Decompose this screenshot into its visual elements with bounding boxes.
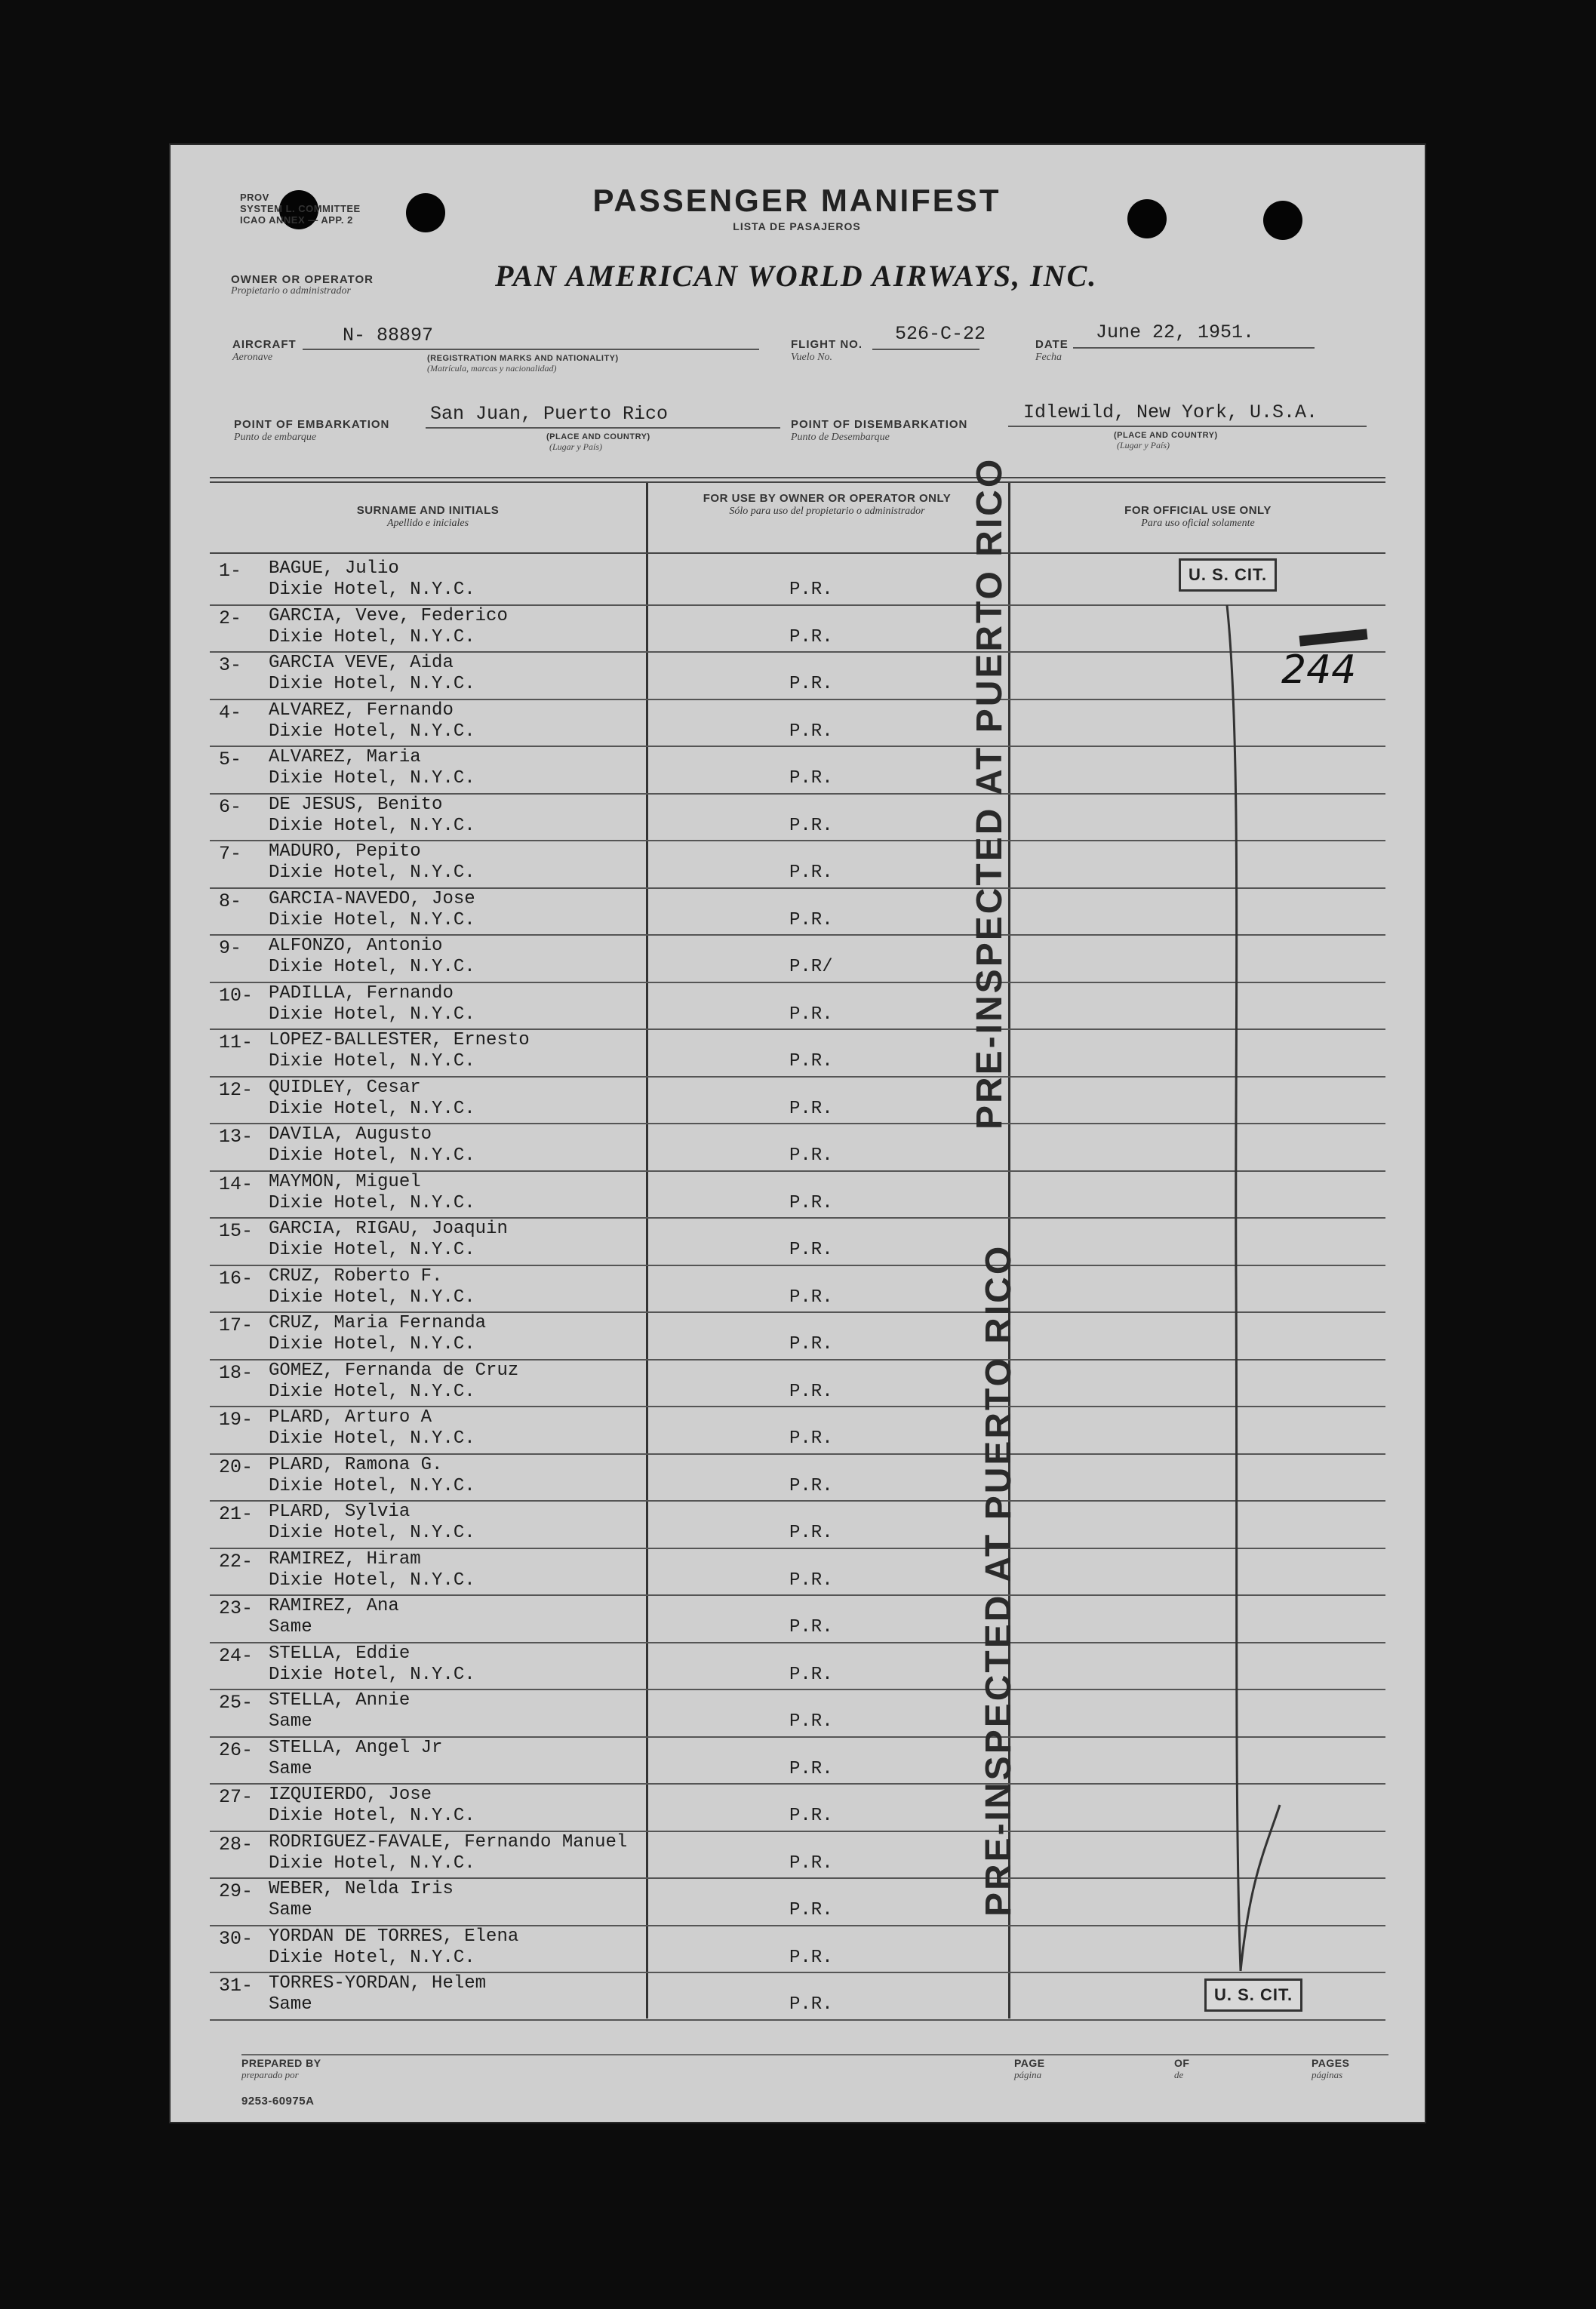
passenger-name: WEBER, Nelda Iris <box>269 1879 454 1899</box>
passenger-row <box>210 1123 1385 1172</box>
passenger-name: STELLA, Angel Jr <box>269 1737 443 1758</box>
aircraft-label-es: Aeronave <box>232 352 273 363</box>
passenger-row <box>210 1453 1385 1502</box>
operator-code: P.R. <box>789 862 833 883</box>
punch-hole <box>1127 199 1167 238</box>
passenger-number: 5- <box>219 749 242 770</box>
operator-code: P.R. <box>789 815 833 836</box>
operator-code: P.R. <box>789 1852 833 1874</box>
passenger-number: 11- <box>219 1032 254 1053</box>
operator-code: P.R/ <box>789 957 833 977</box>
passenger-address: Same <box>269 1617 312 1637</box>
passenger-address: Dixie Hotel, N.Y.C. <box>269 721 475 742</box>
passenger-address: Dixie Hotel, N.Y.C. <box>269 1192 475 1213</box>
passenger-address: Same <box>269 1900 312 1920</box>
passenger-number: 20- <box>219 1456 254 1478</box>
passenger-address: Dixie Hotel, N.Y.C. <box>269 815 475 836</box>
operator-code: P.R. <box>789 674 833 694</box>
passenger-address: Dixie Hotel, N.Y.C. <box>269 1287 475 1308</box>
punch-hole <box>1263 201 1302 240</box>
flight-underline <box>872 349 979 350</box>
passenger-address: Same <box>269 1758 312 1779</box>
passenger-number: 31- <box>219 1975 254 1997</box>
passenger-row <box>210 746 1385 795</box>
passenger-name: PLARD, Sylvia <box>269 1502 411 1522</box>
passenger-row <box>210 1217 1385 1266</box>
passenger-row <box>210 1925 1385 1974</box>
operator-code: P.R. <box>789 580 833 600</box>
disembark-label: POINT OF DISEMBARKATION <box>791 418 968 431</box>
column-header-names: SURNAME AND INITIALS Apellido e iniciales <box>356 504 500 529</box>
passenger-number: 6- <box>219 795 242 818</box>
embark-label-es: Punto de embarque <box>234 432 317 443</box>
embark-label: POINT OF EMBARKATION <box>234 418 390 431</box>
passenger-address: Dixie Hotel, N.Y.C. <box>269 1381 475 1402</box>
passenger-name: PLARD, Ramona G. <box>269 1454 443 1475</box>
operator-code: P.R. <box>789 1428 833 1449</box>
operator-code: P.R. <box>789 721 833 742</box>
embark-place-note-es: (Lugar y País) <box>549 441 602 452</box>
passenger-address: Dixie Hotel, N.Y.C. <box>269 674 475 694</box>
of-label: OF <box>1174 2057 1190 2069</box>
passenger-name: IZQUIERDO, Jose <box>269 1785 432 1805</box>
passenger-name: GARCIA, Veve, Federico <box>269 605 508 626</box>
pages-label: PAGES <box>1312 2057 1350 2069</box>
disembark-place-note: (PLACE AND COUNTRY) <box>1114 431 1218 440</box>
company-name: PAN AMERICAN WORLD AIRWAYS, INC. <box>495 259 1098 293</box>
passenger-row <box>210 1500 1385 1549</box>
operator-code: P.R. <box>789 1758 833 1779</box>
handwritten-count: 244 <box>1281 647 1357 693</box>
passenger-row <box>210 1689 1385 1738</box>
operator-code: P.R. <box>789 1192 833 1213</box>
operator-code: P.R. <box>789 1806 833 1826</box>
form-number: 9253-60975A <box>241 2095 315 2108</box>
passenger-name: PLARD, Arturo A <box>269 1407 432 1428</box>
page-label-es: página <box>1014 2069 1042 2080</box>
passenger-number: 10- <box>219 984 254 1007</box>
aircraft-label: AIRCRAFT <box>232 338 297 351</box>
passenger-row <box>210 1877 1385 1926</box>
passenger-row <box>210 1594 1385 1643</box>
date-underline <box>1073 347 1315 349</box>
passenger-row <box>210 1548 1385 1597</box>
passenger-number: 26- <box>219 1739 254 1761</box>
passenger-number: 14- <box>219 1173 254 1195</box>
operator-code: P.R. <box>789 1570 833 1591</box>
passenger-name: RODRIGUEZ-FAVALE, Fernando Manuel <box>269 1831 628 1852</box>
passenger-number: 22- <box>219 1550 254 1573</box>
manifest-sheet <box>171 145 1425 2122</box>
passenger-row <box>210 1265 1385 1314</box>
operator-code: P.R. <box>789 1098 833 1119</box>
prepared-by-label: PREPARED BY <box>241 2057 321 2069</box>
passenger-address: Dixie Hotel, N.Y.C. <box>269 1570 475 1591</box>
passenger-name: PADILLA, Fernando <box>269 982 454 1004</box>
aircraft-value: N- 88897 <box>343 324 434 346</box>
date-label-es: Fecha <box>1035 352 1062 363</box>
passenger-number: 7- <box>219 843 242 865</box>
passenger-number: 24- <box>219 1644 254 1667</box>
passenger-row <box>210 651 1385 700</box>
passenger-name: ALVAREZ, Fernando <box>269 699 454 721</box>
passenger-name: RAMIREZ, Ana <box>269 1596 399 1616</box>
passenger-address: Dixie Hotel, N.Y.C. <box>269 1852 475 1874</box>
footer-underline <box>241 2054 1388 2055</box>
passenger-row <box>210 1311 1385 1360</box>
registration-note: (REGISTRATION MARKS AND NATIONALITY) <box>427 354 619 363</box>
of-label-es: de <box>1174 2069 1184 2080</box>
passenger-number: 1- <box>219 560 242 582</box>
passenger-name: MAYMON, Miguel <box>269 1171 421 1192</box>
passenger-name: CRUZ, Maria Fernanda <box>269 1313 487 1333</box>
owner-label: OWNER OR OPERATOR <box>231 273 374 286</box>
passenger-name: GOMEZ, Fernanda de Cruz <box>269 1360 519 1381</box>
pages-label-es: páginas <box>1312 2069 1343 2080</box>
page-label: PAGE <box>1014 2057 1045 2069</box>
passenger-address: Dixie Hotel, N.Y.C. <box>269 768 475 789</box>
passenger-number: 13- <box>219 1126 254 1148</box>
passenger-address: Dixie Hotel, N.Y.C. <box>269 862 475 883</box>
passenger-number: 17- <box>219 1314 254 1336</box>
operator-code: P.R. <box>789 1900 833 1920</box>
passenger-address: Dixie Hotel, N.Y.C. <box>269 1806 475 1826</box>
preinspected-stamp: PRE-INSPECTED AT PUERTO RICO <box>970 457 1010 1130</box>
passenger-row <box>210 1406 1385 1455</box>
passenger-address: Dixie Hotel, N.Y.C. <box>269 1051 475 1071</box>
date-label: DATE <box>1035 338 1069 351</box>
passenger-number: 25- <box>219 1692 254 1714</box>
passenger-row <box>210 1028 1385 1078</box>
passenger-name: STELLA, Eddie <box>269 1643 411 1664</box>
prepared-by-label-es: preparado por <box>241 2069 299 2080</box>
passenger-address: Dixie Hotel, N.Y.C. <box>269 1664 475 1685</box>
passenger-address: Dixie Hotel, N.Y.C. <box>269 1947 475 1968</box>
passenger-name: YORDAN DE TORRES, Elena <box>269 1926 519 1947</box>
passenger-number: 8- <box>219 890 242 912</box>
disembark-place-note-es: (Lugar y País) <box>1117 440 1170 450</box>
passenger-number: 27- <box>219 1786 254 1808</box>
disembark-underline <box>1008 426 1367 427</box>
operator-code: P.R. <box>789 1617 833 1637</box>
passenger-number: 16- <box>219 1267 254 1290</box>
passenger-name: CRUZ, Roberto F. <box>269 1265 443 1287</box>
passenger-name: STELLA, Annie <box>269 1690 411 1711</box>
passenger-address: Dixie Hotel, N.Y.C. <box>269 1475 475 1496</box>
passenger-number: 15- <box>219 1220 254 1242</box>
passenger-number: 2- <box>219 607 242 629</box>
operator-code: P.R. <box>789 1381 833 1402</box>
passenger-name: GARCIA VEVE, Aida <box>269 653 454 673</box>
date-value: June 22, 1951. <box>1096 321 1255 343</box>
column-header-owner: FOR USE BY OWNER OR OPERATOR ONLY Sólo para uso del propietario o administrador <box>703 492 952 517</box>
passenger-address: Dixie Hotel, N.Y.C. <box>269 957 475 977</box>
passenger-name: QUIDLEY, Cesar <box>269 1077 421 1098</box>
passenger-number: 3- <box>219 654 242 676</box>
operator-code: P.R. <box>789 1051 833 1071</box>
operator-code: P.R. <box>789 909 833 930</box>
page-title: PASSENGER MANIFEST <box>592 183 1001 218</box>
passenger-row <box>210 934 1385 983</box>
passenger-address: Dixie Hotel, N.Y.C. <box>269 1098 475 1119</box>
passenger-address: Same <box>269 1994 312 2015</box>
passenger-name: ALVAREZ, Maria <box>269 747 421 767</box>
passenger-number: 18- <box>219 1361 254 1384</box>
passenger-row <box>210 793 1385 842</box>
operator-code: P.R. <box>789 1334 833 1354</box>
header-rule <box>210 552 1385 554</box>
column-header-official: FOR OFFICIAL USE ONLY Para uso oficial solamente <box>1124 504 1272 529</box>
operator-code: P.R. <box>789 1475 833 1496</box>
operator-code: P.R. <box>789 1240 833 1260</box>
owner-label-es: Propietario o administrador <box>231 285 351 297</box>
disembark-value: Idlewild, New York, U.S.A. <box>1023 401 1318 423</box>
passenger-address: Dixie Hotel, N.Y.C. <box>269 1428 475 1449</box>
passenger-row <box>210 1170 1385 1219</box>
embark-underline <box>426 427 780 429</box>
passenger-name: ALFONZO, Antonio <box>269 936 443 956</box>
us-cit-stamp: U. S. CIT. <box>1204 1978 1302 2012</box>
operator-code: P.R. <box>789 768 833 789</box>
us-cit-stamp: U. S. CIT. <box>1179 558 1277 592</box>
passenger-name: MADURO, Pepito <box>269 841 421 862</box>
passenger-row <box>210 604 1385 653</box>
embark-value: San Juan, Puerto Rico <box>430 403 669 425</box>
passenger-row <box>210 887 1385 936</box>
passenger-name: RAMIREZ, Hiram <box>269 1548 421 1570</box>
passenger-number: 19- <box>219 1409 254 1431</box>
passenger-address: Same <box>269 1711 312 1732</box>
disembark-label-es: Punto de Desembarque <box>791 432 890 443</box>
punch-hole <box>406 193 445 232</box>
passenger-row <box>210 840 1385 889</box>
bracket-line <box>1212 598 1302 1986</box>
passenger-address: Dixie Hotel, N.Y.C. <box>269 1523 475 1543</box>
operator-code: P.R. <box>789 1664 833 1685</box>
passenger-name: GARCIA-NAVEDO, Jose <box>269 888 475 909</box>
passenger-address: Dixie Hotel, N.Y.C. <box>269 909 475 930</box>
operator-code: P.R. <box>789 1523 833 1543</box>
passenger-name: DAVILA, Augusto <box>269 1124 432 1145</box>
passenger-number: 29- <box>219 1880 254 1902</box>
passenger-row <box>210 982 1385 1031</box>
passenger-row <box>210 699 1385 748</box>
passenger-row <box>210 1359 1385 1408</box>
operator-code: P.R. <box>789 1145 833 1166</box>
passenger-address: Dixie Hotel, N.Y.C. <box>269 1004 475 1025</box>
operator-code: P.R. <box>789 1287 833 1308</box>
passenger-row <box>210 1783 1385 1832</box>
passenger-number: 23- <box>219 1597 254 1619</box>
passenger-name: GARCIA, RIGAU, Joaquin <box>269 1219 508 1239</box>
form-reference: PROV SYSTEM L. COMMITTEE ICAO ANNEX — APP. 2 <box>240 192 361 226</box>
passenger-number: 30- <box>219 1927 254 1950</box>
page-subtitle: LISTA DE PASAJEROS <box>733 220 861 232</box>
registration-note-es: (Matrícula, marcas y nacionalidad) <box>427 363 557 374</box>
operator-code: P.R. <box>789 1947 833 1968</box>
passenger-number: 28- <box>219 1833 254 1856</box>
passenger-address: Dixie Hotel, N.Y.C. <box>269 626 475 647</box>
flight-label-es: Vuelo No. <box>791 352 832 363</box>
operator-code: P.R. <box>789 1711 833 1732</box>
preinspected-stamp: PRE-INSPECTED AT PUERTO RICO <box>979 1244 1019 1917</box>
flight-label: FLIGHT NO. <box>791 338 863 351</box>
passenger-number: 9- <box>219 937 242 959</box>
aircraft-underline <box>303 349 759 350</box>
passenger-name: TORRES-YORDAN, Helem <box>269 1973 487 1994</box>
table-top-rule-2 <box>210 481 1385 483</box>
passenger-number: 4- <box>219 701 242 724</box>
passenger-address: Dixie Hotel, N.Y.C. <box>269 1240 475 1260</box>
passenger-number: 12- <box>219 1078 254 1101</box>
operator-code: P.R. <box>789 1004 833 1025</box>
passenger-name: DE JESUS, Benito <box>269 794 443 815</box>
passenger-row <box>210 1736 1385 1785</box>
passenger-row <box>210 1076 1385 1125</box>
passenger-address: Dixie Hotel, N.Y.C. <box>269 580 475 600</box>
operator-code: P.R. <box>789 626 833 647</box>
embark-place-note: (PLACE AND COUNTRY) <box>546 432 650 441</box>
passenger-row <box>210 1831 1385 1880</box>
passenger-address: Dixie Hotel, N.Y.C. <box>269 1145 475 1166</box>
operator-code: P.R. <box>789 1994 833 2015</box>
flight-value: 526-C-22 <box>895 323 986 345</box>
passenger-row <box>210 1642 1385 1691</box>
passenger-name: BAGUE, Julio <box>269 558 399 579</box>
passenger-number: 21- <box>219 1503 254 1525</box>
passenger-name: LOPEZ-BALLESTER, Ernesto <box>269 1030 530 1050</box>
table-top-rule <box>210 477 1385 478</box>
passenger-address: Dixie Hotel, N.Y.C. <box>269 1334 475 1354</box>
